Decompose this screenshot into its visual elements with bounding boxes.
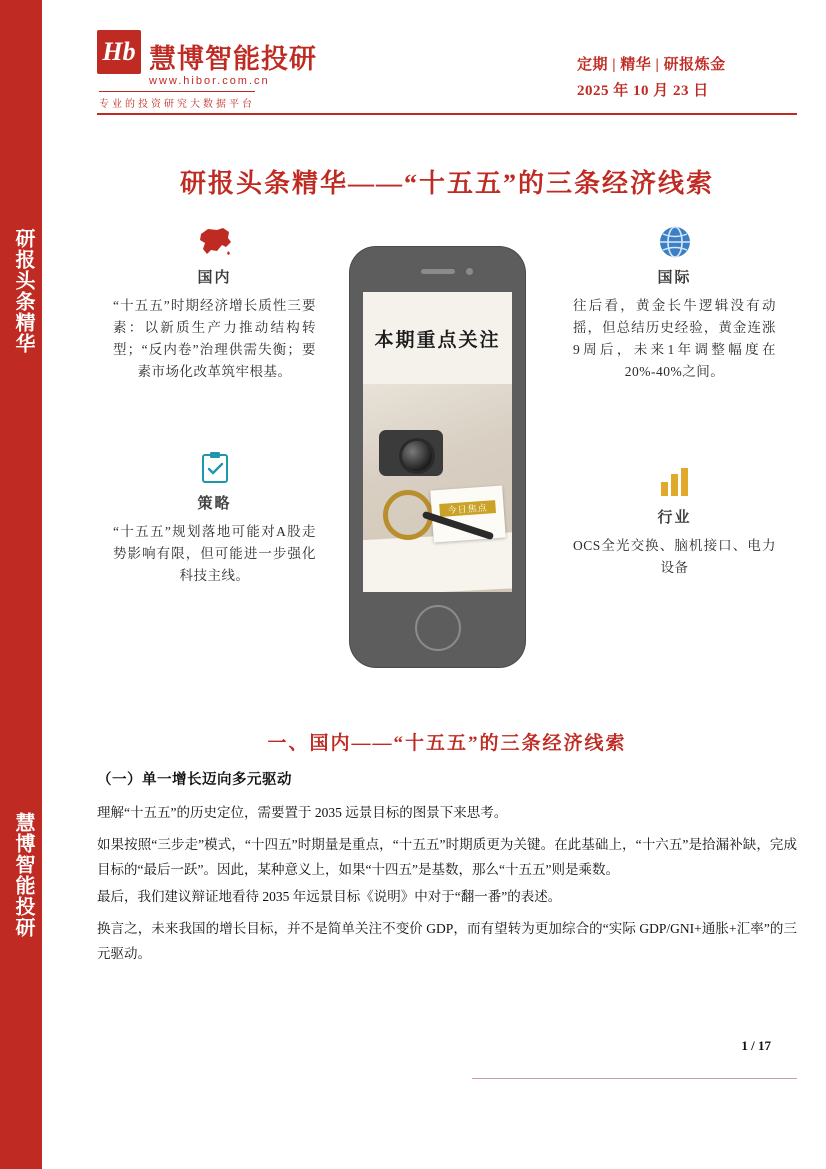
phone-screen-photo [363, 384, 512, 592]
brand-logo [97, 30, 427, 112]
block-body-industry: OCS全光交换、脑机接口、电力设备 [573, 538, 776, 575]
china-map-icon [107, 222, 322, 262]
phone-screen-heading [363, 292, 512, 384]
paragraph-4: 换言之，未来我国的增长目标，并不是简单关注不变价 GDP，而有望转为更加综合的“实际 GDP/GNI+通胀+汇率”的三元驱动。 [97, 921, 797, 961]
block-body-international: 往后看，黄金长牛逻辑没有动摇，但总结历史经验，黄金连涨9周后，未来1年调整幅度在20%-40%之间。 [573, 298, 776, 379]
section-subheading: （一）单一增长迈向多元驱动 [97, 772, 292, 788]
phone-camera-icon [466, 268, 473, 275]
logo-tagline: 专业的投资研究大数据平台 [99, 91, 255, 110]
logo-name: 慧博智能投研 [149, 44, 317, 74]
photo-note-card [430, 486, 505, 543]
globe-icon [567, 222, 782, 262]
block-title-domestic: 国内 [197, 270, 232, 286]
header-divider [97, 113, 797, 115]
infographic-block-international [567, 222, 782, 383]
block-title-strategy: 策略 [197, 496, 232, 512]
infographic-block-domestic [107, 222, 322, 383]
clipboard-check-icon [107, 448, 322, 488]
phone-screen [363, 292, 512, 592]
phone-illustration [350, 247, 525, 667]
paragraph-2: 如果按照“三步走”模式，“十四五”时期量是重点，“十五五”时期质更为关键。在此基础上，“十六五”是拾漏补缺，完成目标的“最后一跃”。因此，某种意义上，如果“十四五”是基数，那么“十五五”则是乘数。 [97, 837, 797, 877]
paragraph-1: 理解“十五五”的历史定位，需要置于 2035 远景目标的图景下来思考。 [97, 805, 508, 820]
page-number: 1 / 17 [741, 1038, 771, 1053]
block-body-strategy: “十五五”规划落地可能对A股走势影响有限，但可能进一步强化科技主线。 [113, 524, 316, 583]
infographic-block-strategy [107, 448, 322, 587]
phone-home-button [415, 605, 461, 651]
block-body-domestic: “十五五”时期经济增长质性三要素：以新质生产力推动结构转型；“反内卷”治理供需失衡；要素市场化改革筑牢根基。 [113, 298, 316, 379]
phone-speaker-icon [421, 269, 455, 274]
photo-note-tag: 今日焦点 [439, 500, 496, 517]
infographic-block-industry [567, 462, 782, 579]
phone-screen-heading-text: 本期重点关注 [374, 329, 501, 351]
block-title-industry: 行业 [657, 510, 692, 526]
logo-url: www.hibor.com.cn [149, 75, 270, 87]
block-title-international: 国际 [657, 270, 692, 286]
logo-mark-icon: Hb [97, 30, 141, 74]
header-category-line: 定期 | 精华 | 研报炼金 [577, 57, 726, 73]
camera-icon [379, 430, 443, 476]
sidebar-bottom-label: 慧博智能投研 [12, 812, 34, 938]
bar-chart-icon [567, 462, 782, 502]
header-date-line: 2025 年 10 月 23 日 [577, 83, 709, 99]
infographic [97, 222, 797, 672]
page-title: 研报头条精华——“十五五”的三条经济线索 [179, 169, 714, 198]
document-page [42, 0, 826, 1169]
paragraph-3: 最后，我们建议辩证地看待 2035 年远景目标《说明》中对于“翻一番”的表述。 [97, 889, 562, 904]
document-header [97, 30, 797, 110]
section-heading: 一、国内——“十五五”的三条经济线索 [267, 733, 627, 754]
header-meta [577, 52, 797, 104]
left-red-sidebar [0, 0, 42, 1169]
footer-divider [472, 1078, 797, 1079]
sidebar-top-label: 研报头条精华 [12, 228, 34, 354]
